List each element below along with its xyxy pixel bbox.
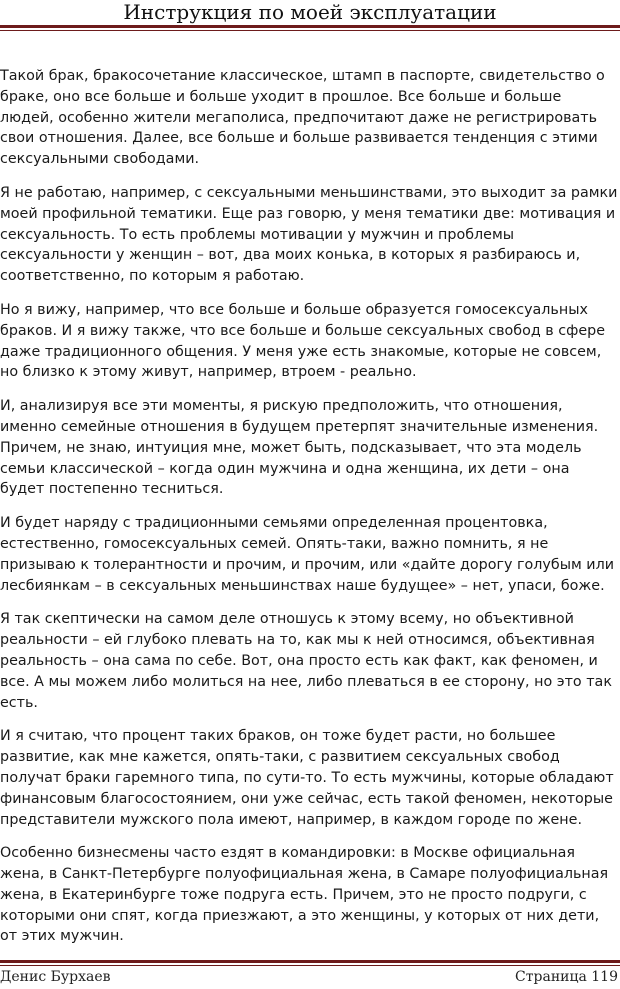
footer-author: Денис Бурхаев — [0, 969, 111, 985]
header-rule-thick — [0, 25, 620, 28]
paragraph-1: Такой брак, бракосочетание классическое, штамп в паспорте, свидетельство о браке, оно все больше и больше уходит в прошлое. Все больше и больше людей, особенно жители мегаполиса, предпочитают даже не регистрировать свои отношения. Далее, все больше и больше развивается тенденция с этими сексуальными свободами. — [0, 68, 605, 168]
paragraph-3: Но я вижу, например, что все больше и больше образуется гомосексуальных браков. И я вижу также, что все больше и больше сексуальных свобод в сфере даже традиционного общения. У меня уже есть знакомые, которые не совсем, но близко к этому живут, например, втроем - реально. — [0, 301, 605, 381]
header-rule-thin — [0, 30, 620, 31]
paragraph-7: И я считаю, что процент таких браков, он тоже будет расти, но большее развитие, как мне кажется, опять-таки, с развитием сексуальных свобод получат браки гаремного типа, по сути-то. То есть мужчины, которые обладают финансовым благосостоянием, они уже сейчас, есть такой феномен, некоторые представители мужского пола имеют, например, в каждом городе по жене. — [0, 728, 614, 828]
paragraph-4: И, анализируя все эти моменты, я рискую предположить, что отношения, именно семейные отношения в будущем претерпят значительные изменения. Причем, не знаю, интуиция мне, может быть, подсказывает, что эта модель семьи классической – когда один мужчина и одна женщина, их дети – она будет постепенно тесниться. — [0, 398, 599, 498]
document-body — [0, 66, 618, 960]
paragraph-2: Я не работаю, например, с сексуальными меньшинствами, это выходит за рамки моей профильной тематики. Еще раз говорю, у меня тематики две: мотивация и сексуальность. То есть проблемы мотивации у мужчин и проблемы сексуальности у женщин – вот, два моих конька, в которых я разбираюсь и, соответственно, по которым я работаю. — [0, 184, 618, 285]
paragraph-5: И будет наряду с традиционными семьями определенная процентовка, естественно, гомосексуальных семей. Опять-таки, важно помнить, я не призываю к толерантности и прочим, и прочим, или «дайте дорогу голубым или лесбиянкам – в сексуальных меньшинствах наше будущее» – нет, упаси, боже. — [0, 515, 615, 594]
footer-rule-thin — [0, 965, 620, 966]
footer-page-number: Страница 119 — [515, 969, 618, 985]
page-header-title: Инструкция по моей эксплуатации — [123, 0, 497, 24]
footer-rule-thick — [0, 960, 620, 963]
paragraph-6: Я так скептически на самом деле отношусь к этому всему, но объективной реальности – ей глубоко плевать на то, как мы к ней относимся, объективная реальность – она сама по себе. Вот, она просто есть как факт, как феномен, и все. А мы можем либо молиться на нее, либо плеваться в ее сторону, но это так есть. — [0, 611, 612, 711]
paragraph-8: Особенно бизнесмены часто ездят в командировки: в Москве официальная жена, в Санкт-Петербурге полуофициальная жена, в Самаре полуофициальная жена, в Екатеринбурге тоже подруга есть. Причем, это не просто подруги, с которыми они спят, когда приезжают, а это женщины, у которых от них дети, от этих мужчин. — [0, 845, 609, 945]
